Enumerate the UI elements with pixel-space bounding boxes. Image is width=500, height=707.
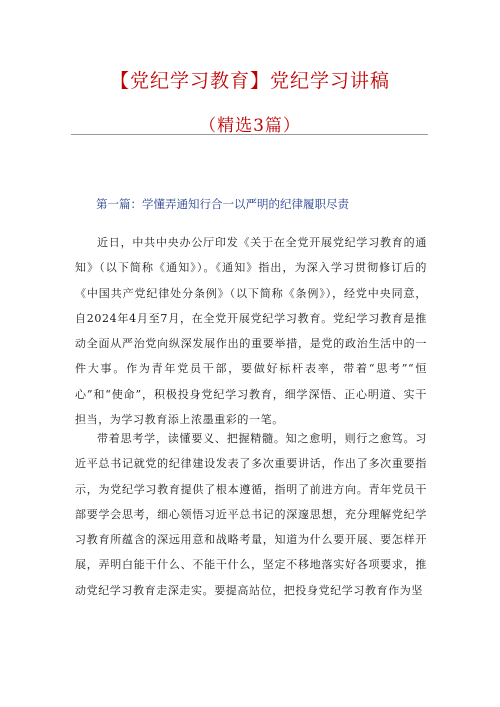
document-subtitle: （精选3篇） xyxy=(199,116,301,136)
document-title: 【党纪学习教育】党纪学习讲稿 xyxy=(109,70,390,92)
body-paragraph-1: 近日，中共中央办公厅印发《关于在全党开展党纪学习教育的通知》（以下简称《通知》）。《通知》指出，为深入学习贯彻修订后的《中国共产党纪律处分条例》（以下简称《条例》），经党中央同意，自2024年4月至7月，在全党开展党纪学习教育。党纪学习教育是推动全面从严治党向纵深发展作出的重要举措，是党的政治生活中的一件大事。作为青年党员干部，要做好标杆表率，带着“思考”“恒心”和“使命”，积极投身党纪学习教育，细学深悟、正心明道、实干担当，为学习教育添上浓墨重彩的一笔。 xyxy=(75,236,427,427)
title-divider xyxy=(71,134,428,135)
section-heading: 第一篇：学懂弄通知行合一以严明的纪律履职尽责 xyxy=(96,197,349,211)
body-paragraph-2: 带着思考学，读懂要义、把握精髓。知之愈明，则行之愈笃。习近平总书记就党的纪律建设发表了多次重要讲话，作出了多次重要指示，为党纪学习教育提供了根本遵循，指明了前进方向。青年党员干部要学会思考，细心领悟习近平总书记的深邃思想，充分理解党纪学习教育所蕴含的深远用意和战略考量，知道为什么要开展、要怎样开展，弄明白能干什么、不能干什么，坚定不移地落实好各项要求，推动党纪学习教育走深走实。要提高站位，把投身党纪学习教育作为坚 xyxy=(75,432,427,597)
